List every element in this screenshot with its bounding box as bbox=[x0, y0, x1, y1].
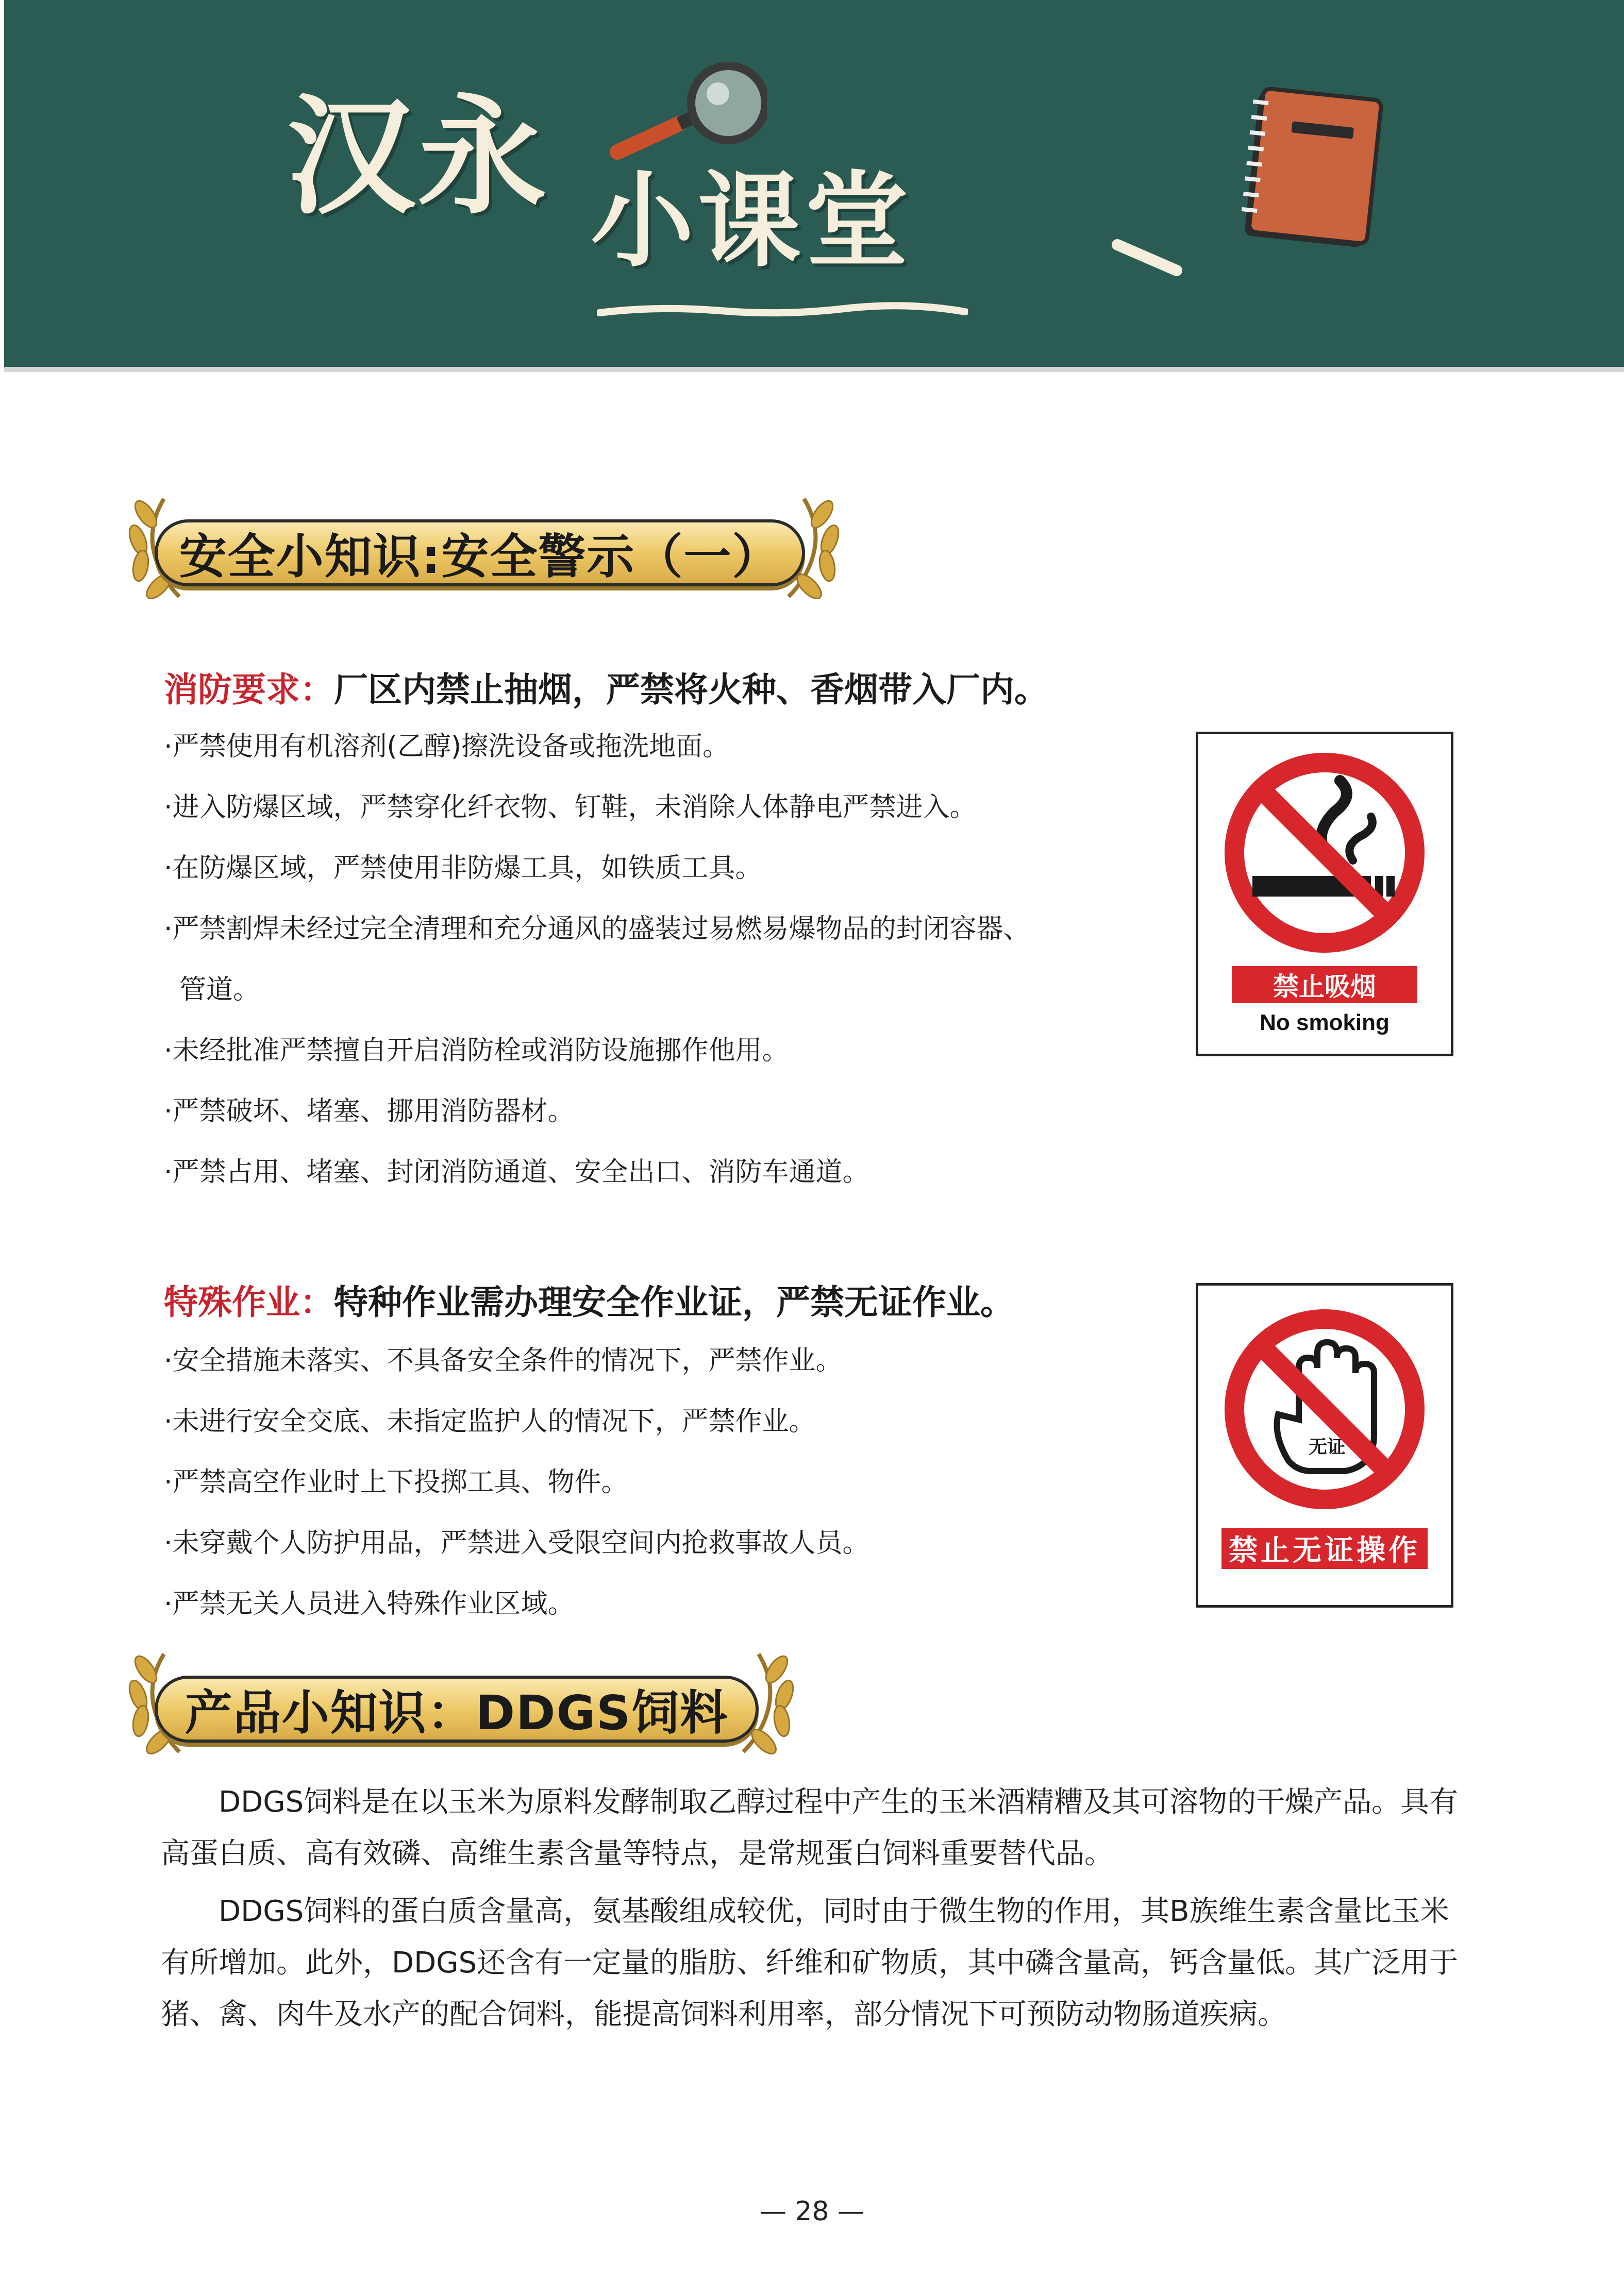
fire-section-headline: 厂区内禁止抽烟，严禁将火种、香烟带入厂内。 bbox=[334, 670, 1048, 710]
chalk-icon bbox=[1107, 237, 1190, 278]
laurel-right-icon bbox=[783, 494, 850, 602]
header-title-main: 汉永 bbox=[287, 82, 548, 232]
safety-section-ribbon bbox=[155, 519, 805, 586]
list-item: ·严禁无关人员进入特殊作业区域。 bbox=[164, 1589, 575, 1619]
list-item: ·未进行安全交底、未指定监护人的情况下，严禁作业。 bbox=[164, 1406, 816, 1437]
product-section-ribbon bbox=[155, 1676, 759, 1743]
no-unlicensed-operation-icon bbox=[1221, 1306, 1428, 1512]
no-unlicensed-operation-sign bbox=[1196, 1283, 1453, 1608]
magnifier-icon bbox=[602, 62, 767, 180]
list-item: ·严禁割焊未经过完全清理和充分通风的盛装过易燃易爆物品的封闭容器、 bbox=[164, 914, 1030, 944]
page-number: — 28 — bbox=[759, 2196, 865, 2227]
list-item: ·在防爆区域，严禁使用非防爆工具，如铁质工具。 bbox=[164, 853, 762, 884]
fire-rules-list bbox=[164, 716, 1030, 1203]
chalk-underline-icon bbox=[597, 301, 968, 322]
list-item: ·未穿戴个人防护用品，严禁进入受限空间内抢救事故人员。 bbox=[164, 1528, 869, 1559]
no-unlicensed-operation-label: 禁止无证操作 bbox=[1221, 1528, 1428, 1569]
no-smoking-label-en: No smoking bbox=[1260, 1010, 1389, 1035]
list-item: ·严禁占用、堵塞、封闭消防通道、安全出口、消防车通道。 bbox=[164, 1157, 869, 1188]
fire-section-heading bbox=[164, 662, 1048, 711]
list-item: ·进入防爆区域，严禁穿化纤衣物、钉鞋，未消除人体静电严禁进入。 bbox=[164, 792, 977, 823]
special-section-headline: 特种作业需办理安全作业证，严禁无证作业。 bbox=[334, 1282, 1014, 1322]
list-item: ·严禁破坏、堵塞、挪用消防器材。 bbox=[164, 1096, 575, 1127]
header-banner bbox=[4, 0, 1624, 372]
list-item: ·安全措施未落实、不具备安全条件的情况下，严禁作业。 bbox=[164, 1345, 843, 1376]
list-item: ·严禁高空作业时上下投掷工具、物件。 bbox=[164, 1467, 628, 1498]
special-section-label: 特殊作业： bbox=[164, 1282, 334, 1322]
list-item: 管道。 bbox=[179, 974, 260, 1005]
product-section-title: 产品小知识：DDGS饲料 bbox=[185, 1685, 729, 1741]
laurel-right-icon bbox=[738, 1649, 805, 1757]
hand-text: 无证 bbox=[1308, 1437, 1346, 1458]
header-title-sub: 小课堂 bbox=[591, 161, 913, 281]
safety-section-title: 安全小知识:安全警示（一） bbox=[179, 529, 781, 584]
special-section-heading bbox=[164, 1275, 1014, 1324]
notebook-icon bbox=[1231, 82, 1396, 258]
list-item: ·未经批准严禁擅自开启消防栓或消防设施挪作他用。 bbox=[164, 1035, 789, 1066]
list-item: ·严禁使用有机溶剂(乙醇)擦洗设备或拖洗地面。 bbox=[164, 731, 730, 762]
no-smoking-icon bbox=[1221, 750, 1428, 956]
no-smoking-label: 禁止吸烟 bbox=[1232, 966, 1417, 1003]
product-paragraph-2: DDGS饲料的蛋白质含量高，氨基酸组成较优，同时由于微生物的作用，其B族维生素含量比玉米有所增加。此外，DDGS还含有一定量的脂肪、纤维和矿物质，其中磷含量高，钙含量低。其广泛用于猪、禽、肉牛及水产的配合饲料，能提高饲料利用率，部分情况下可预防动物肠道疾病。 bbox=[161, 1895, 1459, 2031]
no-smoking-sign bbox=[1196, 732, 1453, 1056]
special-rules-list bbox=[164, 1330, 869, 1634]
fire-section-label: 消防要求： bbox=[164, 670, 334, 710]
product-paragraph-1: DDGS饲料是在以玉米为原料发酵制取乙醇过程中产生的玉米酒精糟及其可溶物的干燥产品。具有高蛋白质、高有效磷、高维生素含量等特点，是常规蛋白饲料重要替代品。 bbox=[161, 1785, 1459, 1870]
